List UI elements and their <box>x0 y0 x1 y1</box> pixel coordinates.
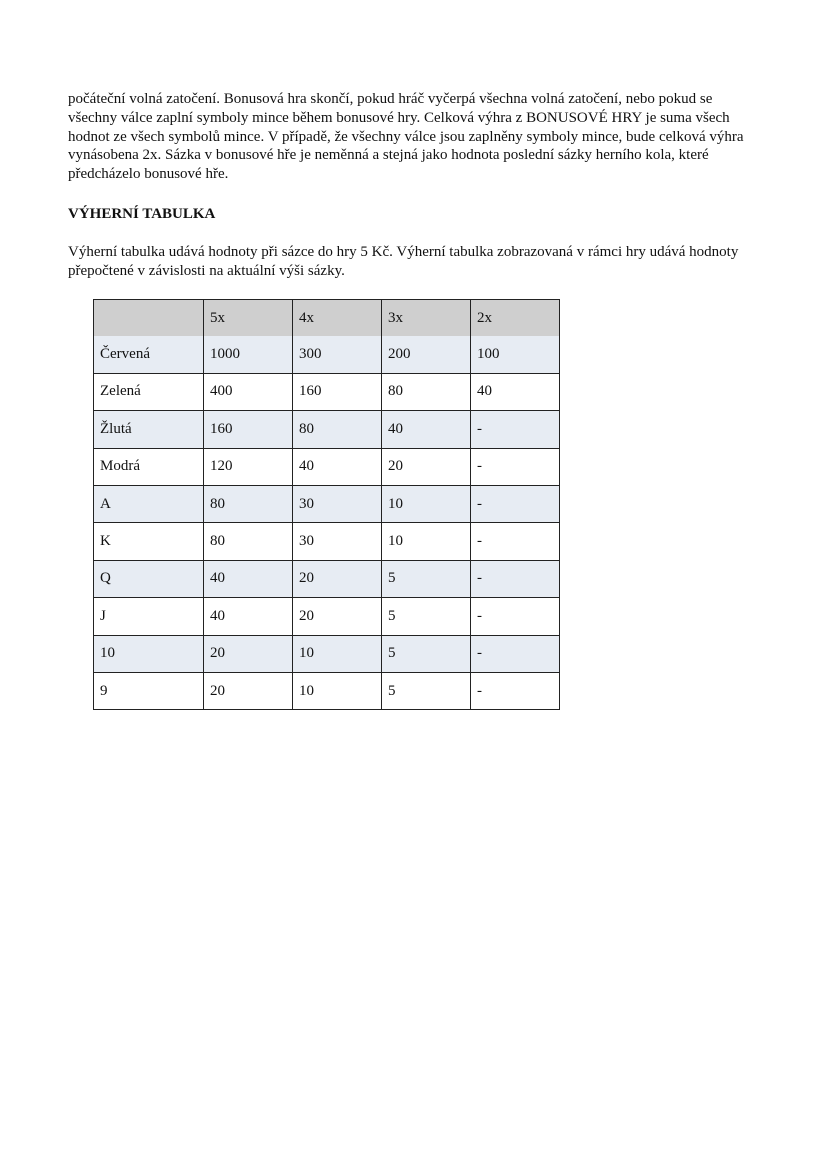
payout-cell: 10 <box>382 523 471 560</box>
payout-cell: 40 <box>204 560 293 597</box>
header-cell: 2x <box>471 300 560 337</box>
header-cell: 4x <box>293 300 382 337</box>
symbol-cell: Žlutá <box>94 411 204 448</box>
payout-cell: 200 <box>382 336 471 373</box>
description-paragraph: Výherní tabulka udává hodnoty při sázce do hry 5 Kč. Výherní tabulka zobrazovaná v rámci hry udává hodnoty přepočtené v závislosti na aktuální výši sázky. <box>68 244 739 279</box>
table-row <box>94 672 560 709</box>
payout-cell: 20 <box>382 448 471 485</box>
symbol-cell: 10 <box>94 635 204 672</box>
intro-paragraph: počáteční volná zatočení. Bonusová hra skončí, pokud hráč vyčerpá všechna volná zatočení, nebo pokud se všechny válce zaplní symboly mince během bonusové hry. Celková výhra z BONUSOVÉ HRY je suma všech hodnot ze všech symbolů mince. V případě, že všechny válce jsou zaplněny symboly mince, bude celková výhra vynásobena 2x. Sázka v bonusové hře je neměnná a stejná jako hodnota poslední sázky herního kola, které předcházelo bonusové hře. <box>68 91 744 183</box>
symbol-cell: K <box>94 523 204 560</box>
payout-cell: - <box>471 448 560 485</box>
payout-cell: 80 <box>204 485 293 522</box>
table-row <box>94 523 560 560</box>
header-cell <box>94 300 204 337</box>
table-header-row <box>94 300 560 337</box>
payout-cell: - <box>471 672 560 709</box>
payout-cell: 20 <box>293 560 382 597</box>
table-row <box>94 635 560 672</box>
table-row <box>94 560 560 597</box>
payout-cell: 20 <box>204 672 293 709</box>
payout-cell: 5 <box>382 598 471 635</box>
payout-cell: 5 <box>382 560 471 597</box>
payout-cell: 5 <box>382 672 471 709</box>
payout-cell: 300 <box>293 336 382 373</box>
header-cell: 3x <box>382 300 471 337</box>
payout-cell: 10 <box>293 672 382 709</box>
symbol-cell: Zelená <box>94 373 204 410</box>
symbol-cell: A <box>94 485 204 522</box>
payout-cell: 5 <box>382 635 471 672</box>
paytable <box>93 299 560 710</box>
payout-cell: 20 <box>204 635 293 672</box>
header-cell: 5x <box>204 300 293 337</box>
table-row <box>94 598 560 635</box>
table-row <box>94 373 560 410</box>
symbol-cell: Červená <box>94 336 204 373</box>
table-row <box>94 485 560 522</box>
table-row <box>94 336 560 373</box>
payout-cell: 120 <box>204 448 293 485</box>
payout-cell: 10 <box>293 635 382 672</box>
symbol-cell: Q <box>94 560 204 597</box>
payout-cell: 40 <box>293 448 382 485</box>
payout-cell: 40 <box>382 411 471 448</box>
payout-cell: 100 <box>471 336 560 373</box>
payout-cell: - <box>471 523 560 560</box>
table-row <box>94 448 560 485</box>
payout-cell: 80 <box>382 373 471 410</box>
payout-cell: - <box>471 411 560 448</box>
payout-cell: 30 <box>293 523 382 560</box>
symbol-cell: Modrá <box>94 448 204 485</box>
payout-cell: 40 <box>204 598 293 635</box>
payout-cell: 40 <box>471 373 560 410</box>
payout-cell: 20 <box>293 598 382 635</box>
payout-cell: 160 <box>293 373 382 410</box>
payout-cell: 80 <box>204 523 293 560</box>
table-row <box>94 411 560 448</box>
payout-cell: 30 <box>293 485 382 522</box>
payout-cell: - <box>471 598 560 635</box>
symbol-cell: 9 <box>94 672 204 709</box>
payout-cell: - <box>471 485 560 522</box>
payout-cell: 1000 <box>204 336 293 373</box>
payout-cell: - <box>471 560 560 597</box>
payout-cell: 160 <box>204 411 293 448</box>
payout-cell: - <box>471 635 560 672</box>
payout-cell: 10 <box>382 485 471 522</box>
symbol-cell: J <box>94 598 204 635</box>
payout-cell: 80 <box>293 411 382 448</box>
payout-cell: 400 <box>204 373 293 410</box>
section-heading: VÝHERNÍ TABULKA <box>68 206 216 222</box>
